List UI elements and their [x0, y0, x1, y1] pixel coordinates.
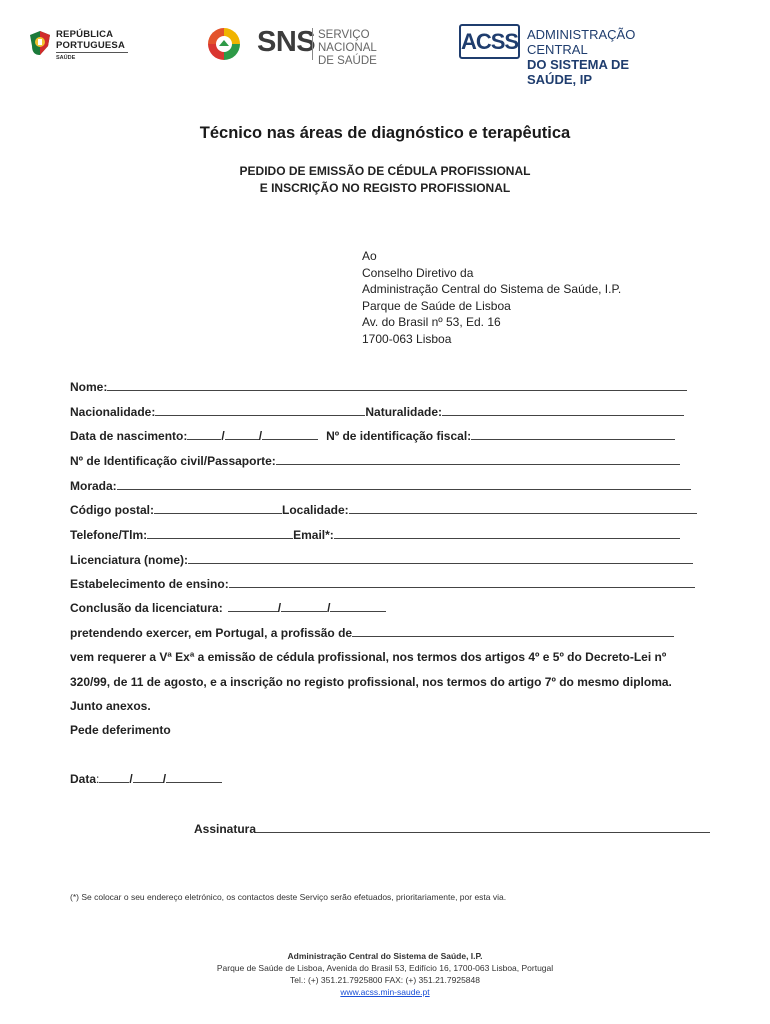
republica-sub: SAÚDE — [56, 55, 76, 61]
id-civil-input-line[interactable] — [276, 453, 680, 465]
logo-divider — [56, 52, 128, 53]
date-slash: / — [258, 429, 263, 443]
birth-month-input-line[interactable] — [225, 428, 259, 440]
conclusao-month-input-line[interactable] — [281, 600, 327, 612]
morada-input-line[interactable] — [117, 478, 691, 490]
footer-website-link[interactable]: www.acss.min-saude.pt — [340, 987, 430, 997]
acss-line1: ADMINISTRAÇÃO CENTRAL — [527, 27, 636, 57]
subtitle-line1: PEDIDO DE EMISSÃO DE CÉDULA PROFISSIONAL — [239, 164, 531, 178]
deferimento-text: Pede deferimento — [70, 723, 171, 737]
field-nacionalidade — [70, 404, 684, 419]
conclusao-year-input-line[interactable] — [330, 600, 386, 612]
field-assinatura — [194, 821, 710, 836]
birth-year-input-line[interactable] — [262, 428, 318, 440]
data-label: Data — [70, 772, 97, 786]
birth-day-input-line[interactable] — [187, 428, 221, 440]
field-profissao — [70, 625, 674, 640]
sns-line1: SERVIÇO NACIONAL — [318, 29, 377, 54]
acss-logo — [459, 24, 664, 87]
address-line: Conselho Diretivo da — [362, 265, 474, 280]
assinatura-label: Assinatura — [194, 822, 257, 836]
telefone-label: Telefone/Tlm: — [70, 528, 148, 542]
codigo-postal-input-line[interactable] — [154, 502, 282, 514]
field-nome — [70, 379, 687, 394]
footer-org: Administração Central do Sistema de Saúde, I.P. — [287, 951, 483, 961]
licenciatura-label: Licenciatura (nome): — [70, 553, 189, 567]
sns-circle-icon — [205, 25, 243, 63]
estabelecimento-label: Estabelecimento de ensino: — [70, 577, 229, 591]
licenciatura-input-line[interactable] — [188, 552, 693, 564]
naturalidade-label: Naturalidade: — [365, 405, 443, 419]
email-label: Email*: — [293, 528, 334, 542]
field-id-civil — [70, 453, 680, 468]
nif-input-line[interactable] — [471, 428, 675, 440]
codigo-postal-label: Código postal: — [70, 503, 154, 517]
sns-divider — [312, 28, 313, 60]
date-slash: / — [327, 601, 331, 615]
conclusao-label: Conclusão da licenciatura: — [70, 601, 223, 615]
field-morada — [70, 478, 691, 493]
address-line: Administração Central do Sistema de Saúde, I.P. — [362, 282, 622, 296]
field-codigo-postal — [70, 502, 697, 517]
sns-logo — [205, 24, 420, 67]
data-nascimento-label: Data de nascimento: — [70, 429, 188, 443]
subtitle-line2: E INSCRIÇÃO NO REGISTO PROFISSIONAL — [259, 181, 511, 195]
body-text-line1: vem requerer a Vª Exª a emissão de cédula profissional, nos termos dos artigos 4º e 5º do Decreto-Lei nº — [70, 650, 667, 664]
data-colon: : — [96, 772, 100, 786]
recipient-address — [362, 248, 621, 347]
footer-contacts: Tel.: (+) 351.21.7925800 FAX: (+) 351.21.7925848 — [290, 975, 480, 985]
localidade-label: Localidade: — [282, 503, 349, 517]
morada-label: Morada: — [70, 479, 117, 493]
data-day-input-line[interactable] — [99, 771, 129, 783]
field-data — [70, 771, 222, 786]
anexos-text: Junto anexos. — [70, 699, 151, 713]
nome-input-line[interactable] — [107, 379, 687, 391]
field-licenciatura — [70, 552, 693, 567]
field-telefone — [70, 527, 680, 542]
republica-line2: PORTUGUESA — [56, 40, 126, 51]
body-text-line2: 320/99, de 11 de agosto, e a inscrição no registo profissional, nos termos do artigo 7º do mesmo diploma. — [70, 675, 672, 689]
acss-line2: DO SISTEMA DE SAÚDE, IP — [527, 57, 630, 87]
field-data-nascimento — [70, 428, 675, 443]
date-slash: / — [221, 429, 225, 443]
email-input-line[interactable] — [334, 527, 680, 539]
address-line: Ao — [362, 249, 377, 263]
field-conclusao — [70, 600, 386, 615]
email-footnote: (*) Se colocar o seu endereço eletrónico, os contactos deste Serviço serão efetuados, prioritariamente, por esta via. — [70, 892, 507, 902]
sns-acronym: SNS — [257, 26, 316, 58]
republica-line1: REPÚBLICA — [56, 29, 114, 40]
address-line: Parque de Saúde de Lisboa — [362, 298, 511, 313]
field-estabelecimento — [70, 576, 695, 591]
assinatura-input-line[interactable] — [256, 821, 710, 833]
address-line: Av. do Brasil nº 53, Ed. 16 — [362, 315, 501, 329]
nacionalidade-label: Nacionalidade: — [70, 405, 156, 419]
data-month-input-line[interactable] — [133, 771, 163, 783]
sns-line2: DE SAÚDE — [318, 55, 377, 67]
page-title: Técnico nas áreas de diagnóstico e terapêutica — [199, 124, 571, 142]
acss-acronym: ACSS — [459, 24, 520, 59]
estabelecimento-input-line[interactable] — [229, 576, 695, 588]
telefone-input-line[interactable] — [147, 527, 293, 539]
conclusao-day-input-line[interactable] — [228, 600, 278, 612]
id-civil-label: Nº de Identificação civil/Passaporte: — [70, 454, 276, 468]
nacionalidade-input-line[interactable] — [155, 404, 365, 416]
date-slash: / — [129, 772, 133, 786]
data-year-input-line[interactable] — [166, 771, 222, 783]
profissao-label: pretendendo exercer, em Portugal, a profissão de — [70, 626, 353, 640]
localidade-input-line[interactable] — [349, 502, 697, 514]
profissao-input-line[interactable] — [352, 625, 674, 637]
nif-label: Nº de identificação fiscal: — [326, 429, 472, 443]
address-line: 1700-063 Lisboa — [362, 331, 452, 346]
nome-label: Nome: — [70, 380, 108, 394]
naturalidade-input-line[interactable] — [442, 404, 684, 416]
date-slash: / — [277, 601, 282, 615]
coat-of-arms-icon — [28, 30, 52, 56]
date-slash: / — [162, 772, 167, 786]
footer-address: Parque de Saúde de Lisboa, Avenida do Brasil 53, Edifício 16, 1700-063 Lisboa, Portugal — [216, 963, 554, 973]
republica-portuguesa-logo — [28, 28, 138, 64]
